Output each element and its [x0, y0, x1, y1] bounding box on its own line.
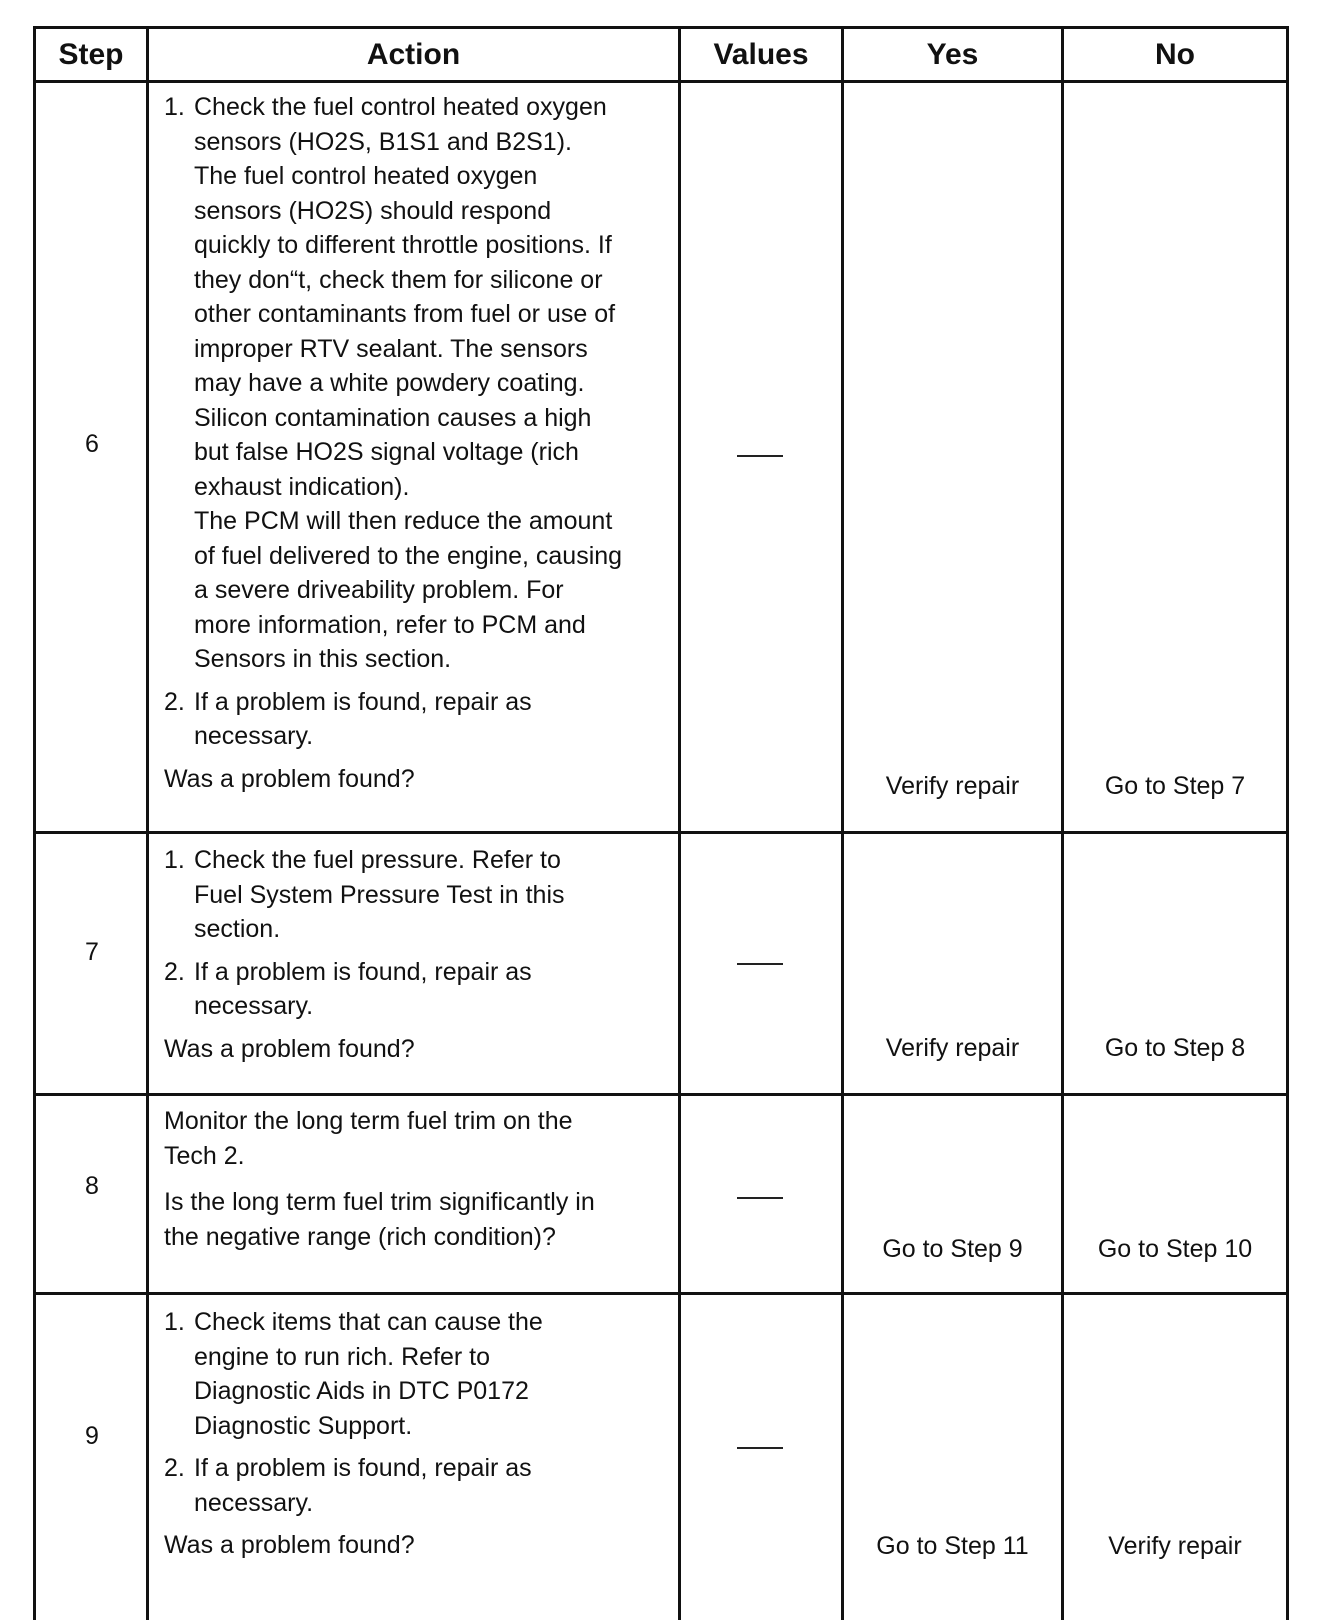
- values-dash: [737, 455, 783, 457]
- text-line: Check the fuel control heated oxygen: [194, 93, 607, 121]
- action-item: [164, 685, 684, 754]
- header-yes: Yes: [926, 38, 979, 71]
- no-result: Go to Step 7: [1104, 772, 1246, 800]
- text-line: a severe driveability problem. For: [194, 576, 564, 604]
- text-line: they don“t, check them for silicone or: [194, 265, 603, 294]
- action-item: [164, 1305, 684, 1443]
- header-action: Action: [366, 38, 461, 71]
- text-line: Diagnostic Aids in DTC P0172: [194, 1377, 529, 1405]
- yes-result: Go to Step 11: [876, 1532, 1029, 1560]
- item-text: [194, 1451, 684, 1520]
- item-text: [194, 955, 684, 1024]
- text-line: may have a white powdery coating.: [194, 369, 585, 397]
- yes-result: Verify repair: [885, 772, 1020, 800]
- header-step: Step: [58, 38, 124, 71]
- no-result: Go to Step 8: [1104, 1034, 1246, 1062]
- header-no: No: [1155, 38, 1195, 71]
- step-number: 8: [85, 1172, 99, 1200]
- item-number: 2.: [164, 1454, 185, 1482]
- values-dash: [737, 963, 783, 965]
- text-line: If a problem is found, repair as: [194, 1454, 532, 1482]
- text-line: sensors (HO2S) should respond: [194, 196, 552, 225]
- text-line: Silicon contamination causes a high: [194, 403, 592, 432]
- text-line: Sensors in this section.: [194, 645, 452, 673]
- text-line: Fuel System Pressure Test in this: [194, 880, 565, 909]
- text-line: The PCM will then reduce the amount: [194, 507, 613, 535]
- text-line: other contaminants from fuel or use of: [194, 300, 616, 328]
- col-divider: [841, 26, 844, 1620]
- item-number: 2.: [164, 957, 185, 986]
- item-number: 1.: [164, 846, 185, 874]
- text-line: necessary.: [194, 722, 314, 750]
- text-line: of fuel delivered to the engine, causing: [194, 541, 623, 570]
- text-line: section.: [194, 915, 281, 943]
- text-line: Check items that can cause the: [194, 1308, 543, 1336]
- text-line: sensors (HO2S, B1S1 and B2S1).: [194, 127, 572, 156]
- action-item: [164, 843, 684, 947]
- action-item: [164, 955, 684, 1024]
- item-text: [194, 90, 684, 677]
- action-item: [164, 1451, 684, 1520]
- item-text: [194, 685, 684, 754]
- text-line: engine to run rich. Refer to: [194, 1342, 490, 1371]
- yes-result: Go to Step 9: [882, 1235, 1023, 1263]
- text-line: Is the long term fuel trim significantly in: [164, 1188, 595, 1216]
- text-line: Tech 2.: [164, 1141, 245, 1170]
- values-dash: [737, 1447, 783, 1449]
- action-question: Was a problem found?: [164, 1531, 415, 1559]
- action-cell: [164, 90, 684, 796]
- text-line: quickly to different throttle positions. If: [194, 231, 612, 259]
- text-line: improper RTV sealant. The sensors: [194, 334, 588, 363]
- row-divider: [33, 831, 1289, 834]
- step-number: 7: [85, 938, 99, 966]
- text-line: If a problem is found, repair as: [194, 687, 532, 716]
- step-number: 6: [85, 430, 99, 458]
- text-line: Check the fuel pressure. Refer to: [194, 846, 561, 874]
- action-cell: [164, 1104, 684, 1254]
- values-dash: [737, 1197, 783, 1199]
- action-question: Was a problem found?: [164, 1034, 415, 1063]
- text-line: If a problem is found, repair as: [194, 957, 532, 986]
- item-text: [194, 1305, 684, 1443]
- yes-result: Verify repair: [885, 1034, 1020, 1062]
- text-line: exhaust indication).: [194, 472, 410, 501]
- header-values: Values: [713, 38, 809, 71]
- action-item: [164, 90, 684, 677]
- row-divider: [33, 1093, 1289, 1096]
- row-divider: [33, 1292, 1289, 1295]
- text-line: Diagnostic Support.: [194, 1411, 413, 1440]
- text-line: The fuel control heated oxygen: [194, 162, 538, 190]
- text-line: more information, refer to PCM and: [194, 610, 586, 639]
- action-cell: [164, 843, 684, 1066]
- item-number: 2.: [164, 687, 185, 716]
- no-result: Go to Step 10: [1097, 1235, 1253, 1263]
- item-number: 1.: [164, 93, 185, 121]
- item-number: 1.: [164, 1308, 185, 1336]
- text-line: necessary.: [194, 992, 314, 1020]
- col-divider: [146, 26, 149, 1620]
- text-line: necessary.: [194, 1488, 314, 1517]
- text-line: Monitor the long term fuel trim on the: [164, 1107, 573, 1135]
- no-result: Verify repair: [1108, 1532, 1242, 1560]
- step-number: 9: [85, 1422, 99, 1450]
- item-text: [194, 843, 684, 947]
- text-line: but false HO2S signal voltage (rich: [194, 438, 579, 466]
- text-line: the negative range (rich condition)?: [164, 1222, 556, 1251]
- col-divider: [1061, 26, 1064, 1620]
- action-cell: [164, 1305, 684, 1563]
- action-question: Was a problem found?: [164, 764, 415, 793]
